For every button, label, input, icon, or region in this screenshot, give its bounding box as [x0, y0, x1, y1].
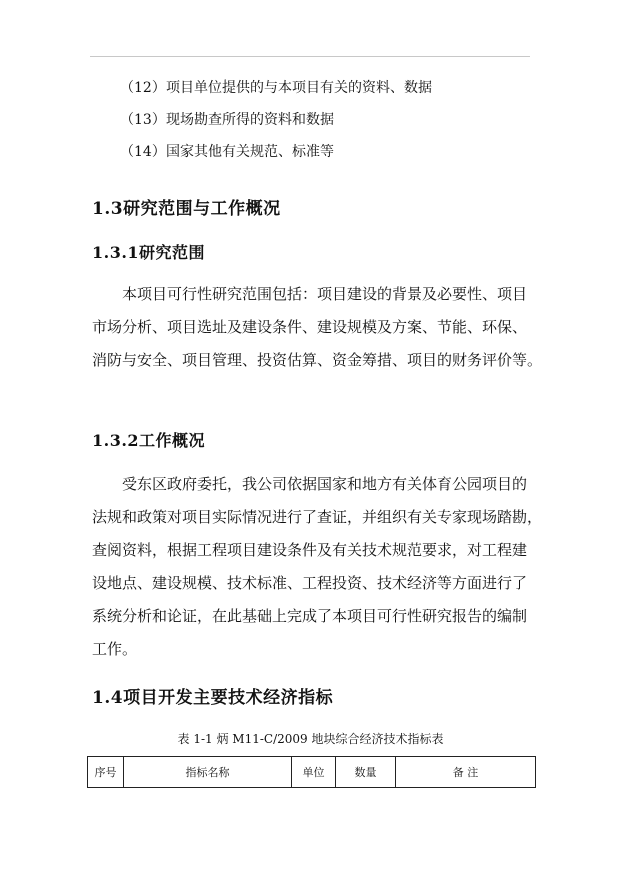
paragraph-work-overview: [92, 473, 543, 671]
heading-1-4: 1.4项目开发主要技术经济指标: [92, 688, 334, 708]
reference-list: [120, 80, 432, 176]
list-item: [120, 144, 432, 160]
paragraph-line: 法规和政策对项目实际情况进行了查证，并组织有关专家现场踏勘，: [92, 508, 543, 526]
column-header-serial: 序号: [88, 757, 124, 788]
list-item-number: （13）: [120, 112, 166, 128]
table-caption: 表 1-1 炳 M11-C/2009 地块综合经济技术指标表: [177, 732, 444, 746]
column-header-indicator-name: 指标名称: [124, 757, 292, 788]
list-item: [120, 112, 432, 128]
paragraph-line: 系统分析和论证，在此基础上完成了本项目可行性研究报告的编制: [92, 607, 528, 625]
indicator-table: [87, 756, 536, 788]
paragraph-line: 工作。: [92, 640, 138, 658]
paragraph-line: 市场分析、项目选址及建设条件、建设规模及方案、节能、环保、: [92, 318, 528, 336]
list-item-text: 现场勘查所得的资料和数据: [166, 112, 334, 128]
paragraph-research-scope: [92, 283, 543, 382]
paragraph-line: 本项目可行性研究范围包括：项目建设的背景及必要性、项目: [122, 285, 528, 303]
list-item-number: （14）: [120, 144, 166, 160]
heading-1-3: 1.3研究范围与工作概况: [92, 199, 281, 219]
list-item-number: （12）: [120, 80, 166, 96]
column-header-remarks: 备 注: [396, 757, 536, 788]
list-item-text: 项目单位提供的与本项目有关的资料、数据: [166, 80, 432, 96]
table-header-row: [88, 757, 536, 788]
column-header-quantity: 数量: [336, 757, 396, 788]
paragraph-line: 受东区政府委托，我公司依据国家和地方有关体育公园项目的: [122, 475, 528, 493]
heading-1-3-1: 1.3.1研究范围: [92, 243, 206, 262]
column-header-unit: 单位: [292, 757, 336, 788]
heading-1-3-2: 1.3.2工作概况: [92, 431, 206, 450]
list-item: [120, 80, 432, 96]
paragraph-line: 设地点、建设规模、技术标准、工程投资、技术经济等方面进行了: [92, 574, 528, 592]
paragraph-line: 消防与安全、项目管理、投资估算、资金筹措、项目的财务评价等。: [92, 351, 543, 369]
list-item-text: 国家其他有关规范、标准等: [166, 144, 334, 160]
header-rule: [90, 56, 530, 57]
paragraph-line: 查阅资料，根据工程项目建设条件及有关技术规范要求，对工程建: [92, 541, 528, 559]
